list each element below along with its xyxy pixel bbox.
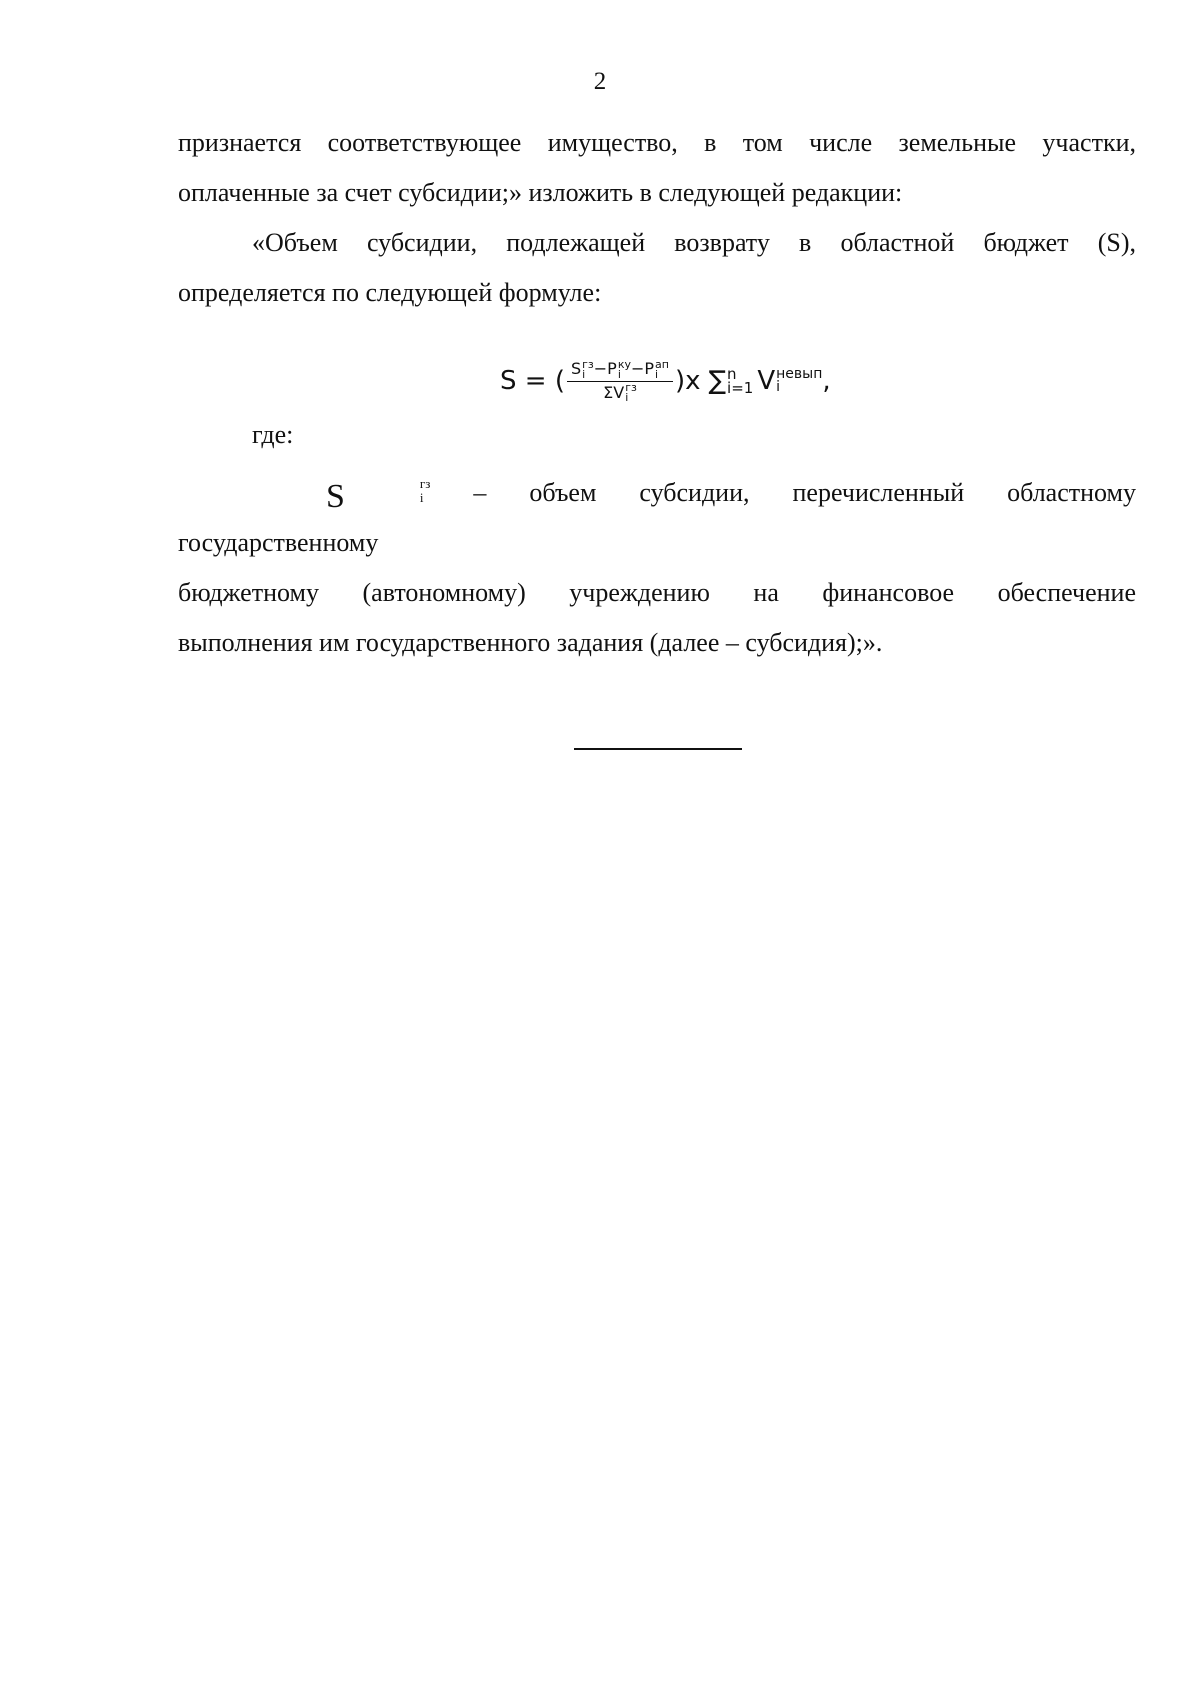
definition-symbol-letter: S <box>326 478 345 515</box>
formula-term: S <box>570 359 582 378</box>
formula-sum-lower: i=1 <box>727 379 754 397</box>
variable-definition <box>178 468 1136 668</box>
formula-index <box>776 368 822 394</box>
paragraph-line <box>178 468 1136 568</box>
definition-symbol-index <box>346 477 430 505</box>
definition-subscript: i <box>419 490 424 505</box>
formula-subscript: i <box>625 391 629 404</box>
paragraph-line: бюджетному (автономному) учреждению на финансовое обеспечение <box>178 578 1136 607</box>
formula-index <box>617 357 631 381</box>
paragraph-line: признается соответствующее имущество, в том числе земельные участки, <box>178 128 1136 157</box>
formula-superscript: гз <box>625 381 637 394</box>
page-number: 2 <box>593 68 607 95</box>
formula-subscript: i <box>582 367 586 381</box>
formula-superscript: гз <box>582 357 594 371</box>
formula-index <box>655 357 669 381</box>
formula-lhs: S = ( <box>500 366 565 396</box>
paragraph-line: оплаченные за счет субсидии;» изложить в следующей редакции: <box>178 178 903 207</box>
paragraph-line: определяется по следующей формуле: <box>178 278 602 307</box>
formula-sum-sign: ∑ <box>708 366 727 396</box>
paragraph-formula-intro <box>178 218 1136 318</box>
end-of-document-rule <box>574 748 742 750</box>
formula-term: V <box>757 366 776 396</box>
formula-comma: , <box>822 366 831 396</box>
formula-term: −P <box>630 359 655 378</box>
formula-superscript: ку <box>617 357 631 371</box>
formula-subscript: i <box>617 367 621 381</box>
formula-subscript: i <box>655 367 659 381</box>
formula-index <box>625 383 637 403</box>
paragraph-continuation <box>178 118 1136 218</box>
formula-close: )x <box>674 366 701 396</box>
formula-term: ΣV <box>603 382 625 402</box>
formula-sum-upper: n <box>727 365 737 383</box>
paragraph-line: выполнения им государственного задания (далее – субсидия);». <box>178 628 883 657</box>
paragraph-line: «Объем субсидии, подлежащей возврату в областной бюджет (S), <box>252 228 1136 257</box>
definition-symbol <box>252 477 430 517</box>
formula-superscript: невып <box>776 366 823 382</box>
formula-numerator <box>567 359 673 382</box>
formula-superscript: ап <box>655 357 669 371</box>
formula-subscript: i <box>776 379 781 395</box>
subsidy-return-formula <box>500 346 831 416</box>
where-label: где: <box>252 420 294 449</box>
formula-denominator <box>603 382 637 404</box>
formula-term: −P <box>593 359 617 378</box>
formula-index <box>582 357 594 381</box>
formula-fraction <box>567 359 673 403</box>
definition-superscript: гз <box>419 476 431 491</box>
formula-sum-limits <box>727 367 753 395</box>
definition-text: – объем субсидии, перечисленный областному государственному <box>178 478 1136 557</box>
